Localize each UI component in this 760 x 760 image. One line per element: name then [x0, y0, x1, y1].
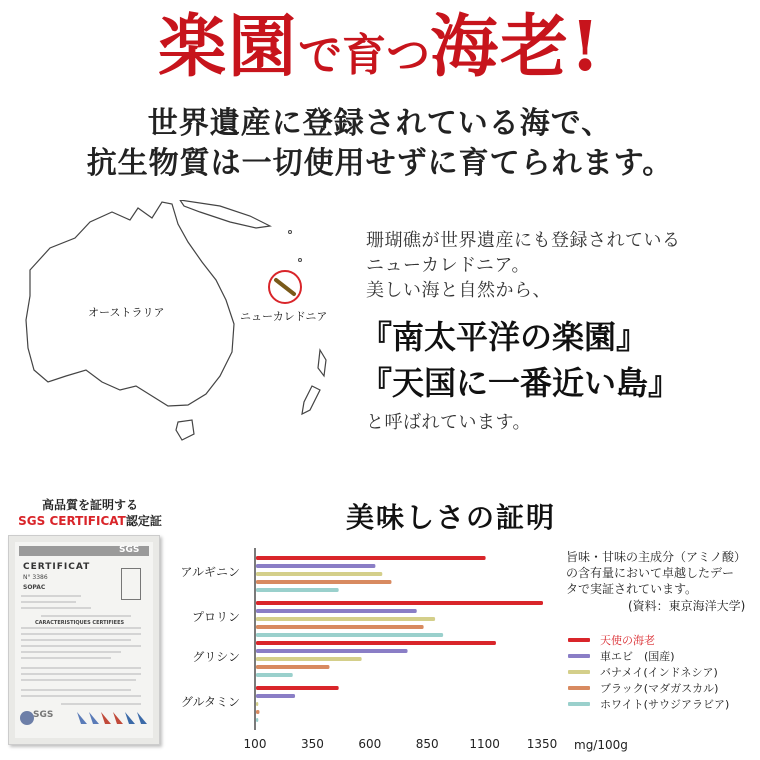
cert-doc-company: SOPAC: [23, 584, 46, 591]
bar: [256, 601, 543, 605]
bar: [256, 657, 362, 661]
tasmania-outline: [176, 420, 194, 440]
quote-paradise: 『南太平洋の楽園』: [360, 318, 649, 356]
bar: [256, 633, 443, 637]
bar: [256, 718, 258, 722]
category-label: アルギニン: [180, 565, 240, 579]
chart-note-source: (資料：東京海洋大学): [628, 599, 746, 613]
bar: [256, 649, 408, 653]
cert-text-lines: [21, 592, 147, 712]
x-axis-unit: mg/100g: [574, 738, 628, 752]
cert-caption-line2: [0, 512, 180, 529]
desc-line4: と呼ばれています。: [366, 412, 532, 433]
bar: [256, 702, 258, 706]
chart-note-line2: の含有量において卓越したデー: [566, 566, 735, 580]
bar: [256, 580, 391, 584]
bar: [256, 686, 339, 690]
bar: [256, 588, 339, 592]
legend-label: ブラック(マダガスカル): [600, 682, 719, 695]
category-label: グリシン: [192, 650, 240, 664]
desc-line3: 美しい海と自然から、: [366, 280, 551, 301]
title-part1: 楽園: [158, 7, 299, 87]
subtitle-line1: 世界遺産に登録されている海で、: [147, 106, 613, 141]
bar: [256, 564, 375, 568]
cert-doc-title: CERTIFICAT: [23, 562, 91, 572]
map-graphic: [20, 200, 330, 460]
bar: [256, 710, 259, 714]
cert-doc-heading: CARACTERISTIQUES CERTIFIEES: [35, 620, 125, 626]
x-tick-label: 1350: [526, 737, 558, 751]
legend-label: ホワイト(サウジアラビア): [600, 698, 730, 711]
legend-label: バナメイ(インドネシア): [600, 666, 718, 679]
amino-acid-chart: [180, 540, 620, 760]
bar: [256, 609, 417, 613]
desc-line2: ニューカレドニア。: [366, 255, 530, 276]
category-label: グルタミン: [180, 695, 240, 709]
x-tick-label: 1100: [469, 737, 500, 751]
desc-line1: 珊瑚礁が世界遺産にも登録されている: [366, 230, 681, 251]
cert-caption-line1: 高品質を証明する: [41, 498, 138, 512]
chart-note-line3: タで実証されています。: [566, 582, 698, 596]
newguinea-outline: [180, 200, 270, 228]
bar: [256, 617, 435, 621]
legend-label: 天使の海老: [600, 634, 655, 647]
cert-caption-sgs: SGS CERTIFICAT: [18, 514, 126, 528]
x-tick-label: 850: [415, 737, 439, 751]
label-newcaledonia: ニューカレドニア: [240, 310, 328, 323]
bar: [256, 694, 295, 698]
chart-title: 美味しさの証明: [346, 501, 557, 534]
title-part3: 海老!: [430, 7, 602, 87]
main-title: [0, 2, 760, 92]
quote-heaven-island: 『天国に一番近い島』: [360, 364, 681, 402]
cert-logo: SGS: [119, 545, 140, 555]
cert-footer-sgs: SGS: [33, 710, 54, 720]
newzealand-outline: [318, 350, 326, 376]
bar: [256, 572, 382, 576]
category-label: プロリン: [191, 610, 240, 624]
cert-caption-suffix: 認定証: [125, 514, 162, 528]
x-tick-label: 100: [243, 737, 267, 751]
chart-note-line1: 旨味・甘味の主成分（アミノ酸）: [566, 550, 747, 564]
bar: [256, 641, 496, 645]
subtitle-line2: 抗生物質は一切使用せずに育てられます。: [86, 146, 674, 181]
australia-map: [20, 200, 330, 460]
title-part2: で育つ: [298, 30, 431, 81]
certificate-document: [8, 535, 160, 745]
bar: [256, 625, 424, 629]
bar: [256, 673, 293, 677]
label-australia: オーストラリア: [88, 306, 165, 319]
cert-doc-number: N° 3386: [23, 574, 48, 581]
legend-label: 車エビ (国産): [600, 650, 675, 663]
newcaledonia-island: [276, 280, 294, 294]
x-tick-label: 350: [300, 737, 324, 751]
x-tick-label: 600: [358, 737, 382, 751]
bar: [256, 556, 486, 560]
bar: [256, 665, 329, 669]
